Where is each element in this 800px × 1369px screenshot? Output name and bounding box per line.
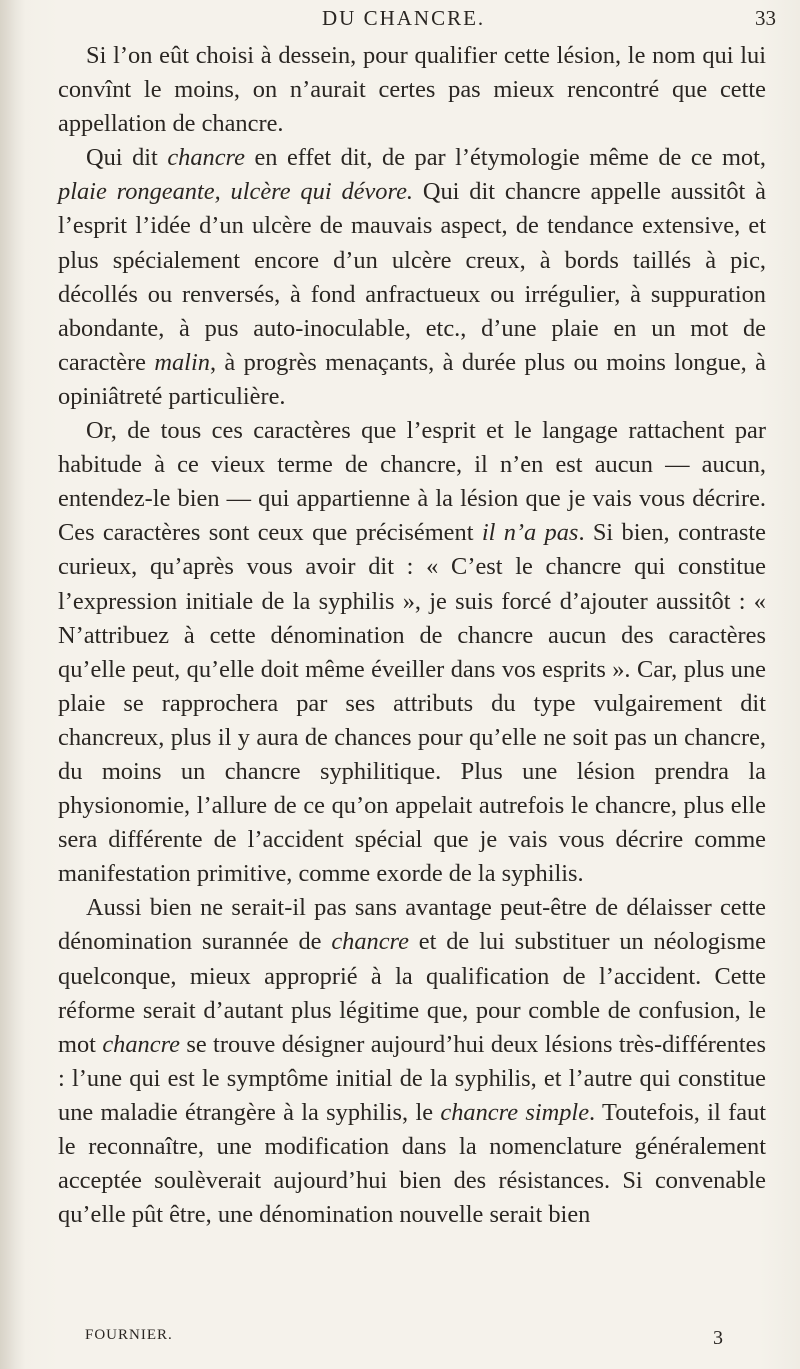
italic-text-segment: chancre bbox=[102, 1030, 180, 1058]
body-text bbox=[58, 39, 766, 1232]
paragraph-4 bbox=[58, 891, 766, 1232]
text-segment: , à progrès menaçants, à durée plus ou moins longue, à opiniâtreté particulière. bbox=[58, 348, 766, 410]
signature-mark: FOURNIER. bbox=[85, 1327, 173, 1343]
signature-number: 3 bbox=[713, 1327, 723, 1349]
italic-text-segment: il n’a pas bbox=[481, 519, 579, 547]
text-segment: Or, de tous ces caractères que l’esprit et le langage rattachent par habitude à ce vieux terme de chancre, il n’en est aucun — aucun, entendez-le bien — qui appartienne à la lésion que je vais vous décrire. Ces caractères sont ceux que précisément bbox=[58, 417, 766, 547]
text-segment: Qui dit bbox=[86, 144, 168, 172]
text-segment: Qui dit chancre appelle aussitôt à l’esprit l’idée d’un ulcère de mauvais aspect, de tendance extensive, et plus spécialement encore d’un ulcère creux, à bords taillés à pic, décollés ou renversés, à fond anfractueux ou irrégulier, à suppuration abondante, à pus auto-inoculable, etc., d’une plaie en un mot de caractère bbox=[58, 178, 766, 376]
page-number: 33 bbox=[755, 6, 776, 30]
running-title: DU CHANCRE. bbox=[322, 6, 486, 30]
italic-text-segment: malin bbox=[154, 348, 210, 376]
italic-text-segment: chancre simple bbox=[440, 1098, 590, 1126]
italic-text-segment: plaie rongeante, ulcère qui dévore. bbox=[58, 178, 413, 206]
paragraph-2 bbox=[58, 141, 766, 414]
text-segment: Si l’on eût choisi à dessein, pour qualifier cette lésion, le nom qui lui convînt le moins, on n’aurait certes pas mieux rencontré que cette appellation de chancre. bbox=[58, 42, 766, 138]
paragraph-1 bbox=[58, 39, 766, 141]
paragraph-3 bbox=[58, 414, 766, 891]
text-segment: et de lui substituer un néologisme quelconque, mieux approprié à la qualification de l’accident. Cette réforme serait d’autant plus légitime que, pour comble de confusion, le mot bbox=[58, 928, 766, 1058]
text-segment: Aussi bien ne serait-il pas sans avantage peut-être de délaisser cette dénomination surannée de bbox=[58, 894, 766, 956]
text-segment: en effet dit, de par l’étymologie même de ce mot, bbox=[244, 144, 767, 172]
running-head bbox=[0, 6, 800, 32]
page-gutter-shadow bbox=[0, 0, 26, 1369]
text-segment: . Toutefois, il faut le reconnaître, une modification dans la nomenclature généralement acceptée soulèverait aujourd’hui bien des résistances. Si convenable qu’elle pût être, une dénomination nouvelle serait bien bbox=[58, 1098, 767, 1229]
italic-text-segment: chancre bbox=[167, 144, 245, 172]
page-footer bbox=[0, 1327, 800, 1351]
text-segment: se trouve désigner aujourd’hui deux lésions très-différentes : l’une qui est le symptôme initial de la syphilis, et l’autre qui constitue une maladie étrangère à la syphilis, le bbox=[58, 1030, 767, 1126]
text-segment: . Si bien, contraste curieux, qu’après vous avoir dit : « C’est le chancre qui constitue l’expression initiale de la syphilis », je suis forcé d’ajouter aussitôt : « N’attribuez à cette dénomination de chancre aucun des caractères qu’elle peut, qu’elle doit même éveiller dans vos esprits ». Car, plus une plaie se rapprochera par ses attributs du type vulgairement dit chancreux, plus il y aura de chances pour qu’elle ne soit pas un chancre, du moins un chancre syphilitique. Plus une lésion prendra la physionomie, l’allure de ce qu’on appelait autrefois le chancre, plus elle sera différente de l’accident spécial que je vais vous décrire comme manifestation primitive, comme exorde de la syphilis. bbox=[58, 519, 767, 888]
italic-text-segment: chancre bbox=[331, 928, 409, 956]
